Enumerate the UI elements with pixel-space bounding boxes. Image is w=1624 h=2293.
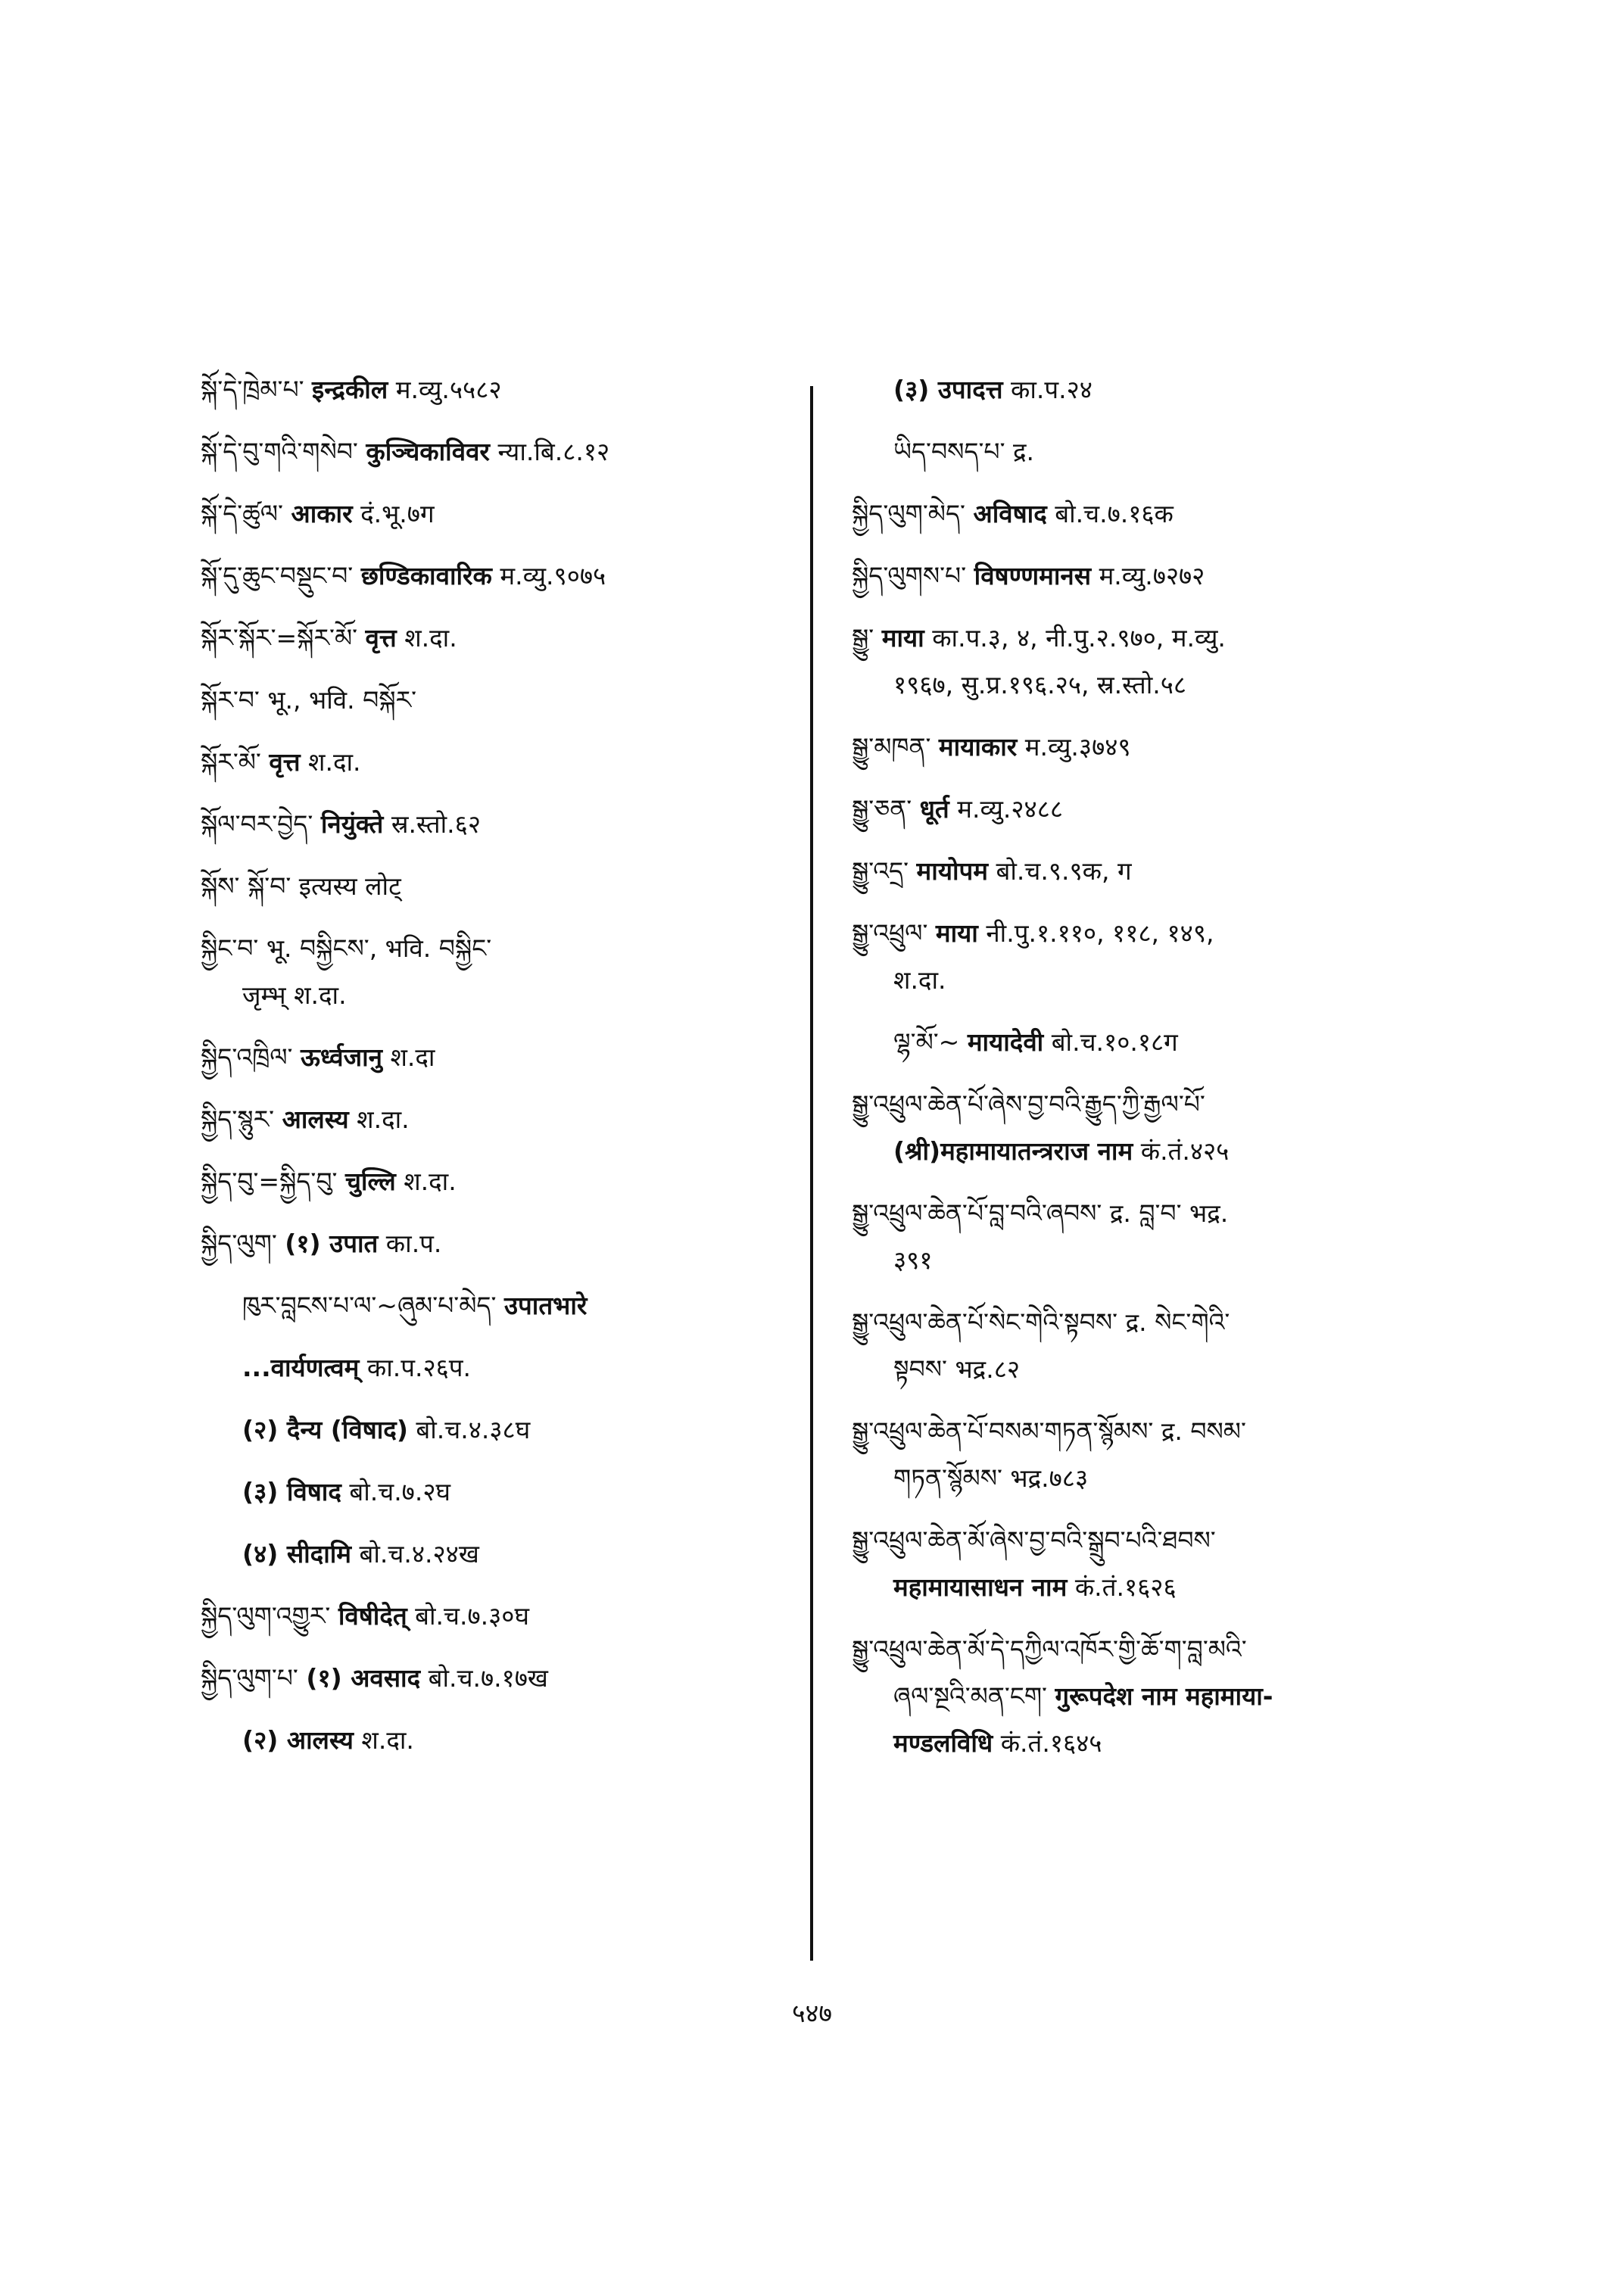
sanskrit-equivalent: नियुंक्ते	[320, 809, 384, 839]
dictionary-entry	[201, 747, 784, 777]
dictionary-entry	[852, 1572, 1457, 1603]
dictionary-entry	[201, 561, 784, 591]
tibetan-headword: གཏན་སྙོམས་	[893, 1463, 1002, 1493]
tibetan-headword: སྐོ་དུ་ཆུང་བསྡུང་བ་	[201, 561, 354, 590]
reference: भद्र.८२	[955, 1354, 1021, 1384]
sanskrit-equivalent: (३) विषाद	[242, 1477, 341, 1506]
reference: द्र.	[1013, 437, 1035, 466]
reference: बो.च.७.२घ	[349, 1477, 450, 1506]
tibetan-headword: སྐྱིད་ལུག་འགྱུར་	[201, 1601, 331, 1631]
dictionary-entry	[852, 1354, 1457, 1385]
sanskrit-equivalent: मण्डलविधि	[893, 1728, 993, 1758]
dictionary-entry	[201, 623, 784, 653]
dictionary-entry	[852, 1728, 1457, 1759]
tibetan-headword: སྒྱུ་འཕྲུལ་ཆེན་མོ་ཞེས་བྱ་བའི་སྒྲུབ་པའི་ཐབས་	[852, 1525, 1216, 1555]
dictionary-entry	[852, 499, 1457, 529]
tibetan-headword: སྒྱུ་འཕྲུལ་ཆེན་པོ་བླ་བའི་ཞབས་	[852, 1198, 1102, 1228]
sanskrit-equivalent: (२) दैन्य (विषाद)	[242, 1415, 408, 1444]
sanskrit-equivalent: उपातभारे	[503, 1291, 588, 1320]
sanskrit-equivalent: (४) सीदामि	[242, 1539, 352, 1569]
sanskrit-equivalent: माया	[881, 623, 924, 653]
reference: बो.च.४.३८घ	[416, 1415, 531, 1444]
tibetan-headword: སྐྱིད་ལུག་པ་	[201, 1663, 298, 1693]
sanskrit-equivalent: गुरूपदेश नाम महामाया-	[1055, 1681, 1273, 1711]
reference: बो.च.१०.१८ग	[1051, 1027, 1178, 1057]
dictionary-entry	[201, 1291, 784, 1321]
dictionary-entry	[852, 670, 1457, 700]
tibetan-headword: སྐྱིད་ལུག་	[201, 1229, 277, 1258]
dictionary-entry	[852, 1027, 1457, 1058]
dictionary-entry	[201, 1539, 784, 1569]
sanskrit-equivalent: आकार	[291, 499, 353, 528]
dictionary-entry	[201, 375, 784, 405]
reference: बो.च.७.१६क	[1055, 499, 1174, 528]
sanskrit-equivalent: आलस्य	[282, 1104, 349, 1134]
tibetan-headword: སྐྱིང་བ་	[201, 933, 259, 963]
dictionary-entry	[852, 375, 1457, 405]
reference: बो.च.९.९क, ग	[996, 856, 1132, 886]
sanskrit-equivalent: (श्री)महामायातन्त्रराज नाम	[893, 1136, 1133, 1166]
dictionary-entry	[852, 965, 1457, 995]
dictionary-entry	[852, 1416, 1457, 1447]
dictionary-entry	[201, 1601, 784, 1631]
reference: का.प.२४	[1011, 375, 1093, 404]
reference: म.व्यु.५५८२	[395, 375, 502, 404]
tibetan-headword: སྒྱུ་འདྲ་	[852, 856, 909, 886]
reference: जृम्भ् श.दा.	[242, 980, 347, 1010]
tibetan-headword: སྐོལ་བར་བྱེད་	[201, 809, 313, 839]
sanskrit-equivalent: वृत्त	[365, 623, 397, 653]
tibetan-headword: སྐྱིད་ལུགས་པ་	[852, 561, 967, 590]
dictionary-entry	[201, 437, 784, 467]
dictionary-entry	[852, 1245, 1457, 1276]
dictionary-entry	[201, 1663, 784, 1693]
reference: म.व्यु.७२७२	[1099, 561, 1205, 590]
tibetan-headword: སྒྱུ་འཕྲུལ་ཆེན་པོ་བསམ་གཏན་སྙོམས་	[852, 1416, 1154, 1446]
dictionary-entry	[852, 437, 1457, 467]
reference: श.दा	[390, 1042, 435, 1072]
dictionary-entry	[852, 794, 1457, 824]
tibetan-headword: ལྷ་མོ་~	[893, 1027, 960, 1057]
dictionary-entry	[852, 732, 1457, 762]
dictionary-entry	[852, 1463, 1457, 1494]
dictionary-entry	[852, 918, 1457, 949]
dictionary-entry	[201, 871, 784, 902]
reference: श.दा.	[404, 1167, 457, 1196]
reference: म.व्यु.३७४९	[1024, 732, 1131, 762]
reference: श.दा.	[357, 1104, 410, 1134]
dictionary-entry	[852, 1634, 1457, 1665]
reference: भू. བསྐྱིངས་, भवि. བསྐྱིང་	[266, 933, 492, 963]
tibetan-headword: ཁུར་བླངས་པ་ལ་~ཞུམ་པ་མེད་	[242, 1291, 497, 1320]
reference: भू., भवि. བསྐོར་	[267, 685, 417, 715]
reference: बो.च.७.३०घ	[415, 1601, 529, 1631]
dictionary-entry	[852, 561, 1457, 591]
dictionary-entry	[201, 809, 784, 840]
sanskrit-equivalent: मायाकार	[938, 732, 1018, 762]
dictionary-entry	[201, 1477, 784, 1507]
tibetan-headword: སྒྱུ་	[852, 623, 874, 653]
tibetan-headword: སྐོར་མོ་	[201, 747, 261, 777]
sanskrit-equivalent: वृत्त	[269, 747, 301, 777]
reference: न्या.बि.८.१२	[497, 437, 610, 466]
tibetan-headword: ཞལ་སྔའི་མན་ངག་	[893, 1681, 1047, 1711]
tibetan-headword: སྒྱུ་འཕྲུལ་	[852, 918, 928, 948]
dictionary-entry	[201, 1725, 784, 1756]
sanskrit-equivalent: कुञ्चिकाविवर	[366, 437, 490, 466]
dictionary-entry	[201, 1415, 784, 1445]
sanskrit-equivalent: मायोपम	[916, 856, 988, 886]
reference: का.प.३, ४, नी.पु.२.९७०, म.व्यु.	[932, 623, 1226, 653]
reference: द्र. བསམ་	[1161, 1416, 1246, 1446]
sanskrit-equivalent: माया	[935, 918, 978, 948]
reference: स्र.स्तो.६२	[391, 809, 481, 839]
dictionary-entry	[852, 1136, 1457, 1167]
sanskrit-equivalent: चुल्लि	[344, 1167, 396, 1196]
tibetan-headword: སྟབས་	[893, 1354, 947, 1384]
sanskrit-equivalent: अविषाद	[973, 499, 1047, 528]
dictionary-entry	[852, 1198, 1457, 1229]
reference: श.दा.	[893, 965, 946, 995]
sanskrit-equivalent: छण्डिकावारिक	[360, 561, 492, 590]
sanskrit-equivalent: ऊर्ध्वजानु	[300, 1042, 382, 1072]
reference: द्र. སེང་གེའི་	[1125, 1307, 1230, 1337]
tibetan-headword: ཡིད་བསད་པ་	[893, 437, 1005, 466]
tibetan-headword: སྐྱིད་བུ་=སྐྱིད་བུ་	[201, 1167, 338, 1196]
tibetan-headword: སྐོར་སྐོར་=སྐོར་མོ་	[201, 623, 358, 653]
reference: कं.तं.१६२६	[1074, 1572, 1177, 1602]
tibetan-headword: སྒྱུ་ཅན་	[852, 794, 912, 824]
column-divider	[810, 386, 813, 1961]
reference: སྐོ་བ་ इत्यस्य लोट्	[247, 871, 401, 901]
sanskrit-equivalent: (१) अवसाद	[306, 1663, 421, 1693]
dictionary-entry	[852, 623, 1457, 653]
reference: १९६७, सु.प्र.१९६.२५, स्र.स्तो.५८	[893, 670, 1187, 699]
page-number: ५४७	[791, 1999, 833, 2029]
sanskrit-equivalent: विषण्णमानस	[974, 561, 1092, 590]
dictionary-entry	[201, 685, 784, 715]
reference: नी.पु.१.११०, ११८, १४९,	[986, 918, 1214, 948]
sanskrit-equivalent: इन्द्रकील	[312, 375, 388, 404]
dictionary-entry	[201, 1353, 784, 1383]
tibetan-headword: སྐྱིད་ལུག་མེད་	[852, 499, 965, 528]
reference: म.व्यु.९०७५	[500, 561, 606, 590]
tibetan-headword: སྐོས་	[201, 871, 240, 901]
reference: श.दा.	[308, 747, 361, 777]
reference: बो.च.४.२४ख	[359, 1539, 479, 1569]
tibetan-headword: སྒྱུ་འཕྲུལ་ཆེན་པོ་ཞེས་བྱ་བའི་རྒྱུད་ཀྱི་རྒྱལ་པོ་	[852, 1089, 1205, 1119]
reference: कं.तं.१६४५	[1000, 1728, 1102, 1758]
reference: भद्र.७८३	[1010, 1463, 1089, 1493]
reference: का.प.	[385, 1229, 442, 1258]
sanskrit-equivalent: विषीदेत्	[338, 1601, 407, 1631]
tibetan-headword: སྐོ་དེ་བུ་གའི་གསེབ་	[201, 437, 358, 466]
dictionary-entry	[201, 1229, 784, 1259]
reference: का.प.२६प.	[366, 1353, 472, 1382]
tibetan-headword: སྐྱིད་སྙུར་	[201, 1104, 275, 1134]
dictionary-entry	[852, 1089, 1457, 1120]
tibetan-headword: སྐྱིད་འཁྲིལ་	[201, 1042, 293, 1072]
reference: श.दा.	[361, 1725, 414, 1755]
tibetan-headword: སྒྱུ་འཕྲུལ་ཆེན་པོ་སེང་གེའི་སྟབས་	[852, 1307, 1118, 1337]
dictionary-entry	[201, 980, 784, 1011]
dictionary-entry	[201, 1042, 784, 1073]
tibetan-headword: སྐོར་བ་	[201, 685, 260, 715]
sanskrit-equivalent: ...वार्यणत्वम्	[242, 1353, 360, 1382]
tibetan-headword: སྐོ་དེ་ཚུལ་	[201, 499, 283, 528]
tibetan-headword: སྐོ་དེ་ཁྲེམ་པ་	[201, 375, 304, 404]
reference: ३९१	[893, 1245, 933, 1275]
sanskrit-equivalent: (२) आलस्य	[242, 1725, 354, 1755]
tibetan-headword: སྒྱུ་མཁན་	[852, 732, 931, 762]
tibetan-headword: སྒྱུ་འཕྲུལ་ཆེན་མོ་དེ་དཀྱིལ་འཁོར་གྱི་ཆོ་ག་བླ་མའི་	[852, 1634, 1247, 1664]
sanskrit-equivalent: मायादेवी	[967, 1027, 1044, 1057]
reference: द्र. བླ་བ་ भद्र.	[1109, 1198, 1229, 1228]
sanskrit-equivalent: (१) उपात	[285, 1229, 379, 1258]
sanskrit-equivalent: (३) उपादत्त	[893, 375, 1003, 404]
reference: बो.च.७.१७ख	[428, 1663, 548, 1693]
reference: म.व्यु.२४८८	[957, 794, 1064, 824]
right-column	[852, 375, 1457, 1790]
sanskrit-equivalent: महामायासाधन नाम	[893, 1572, 1068, 1602]
dictionary-entry	[852, 856, 1457, 886]
left-column	[201, 375, 784, 1787]
dictionary-entry	[201, 1167, 784, 1197]
dictionary-entry	[852, 1681, 1457, 1712]
dictionary-entry	[201, 1104, 784, 1135]
dictionary-entry	[852, 1307, 1457, 1338]
reference: श.दा.	[404, 623, 457, 653]
dictionary-entry	[852, 1525, 1457, 1556]
reference: कं.तं.४२५	[1140, 1136, 1230, 1166]
reference: दं.भू.७ग	[360, 499, 435, 528]
dictionary-entry	[201, 933, 784, 964]
dictionary-entry	[201, 499, 784, 529]
sanskrit-equivalent: धूर्त	[919, 794, 949, 824]
